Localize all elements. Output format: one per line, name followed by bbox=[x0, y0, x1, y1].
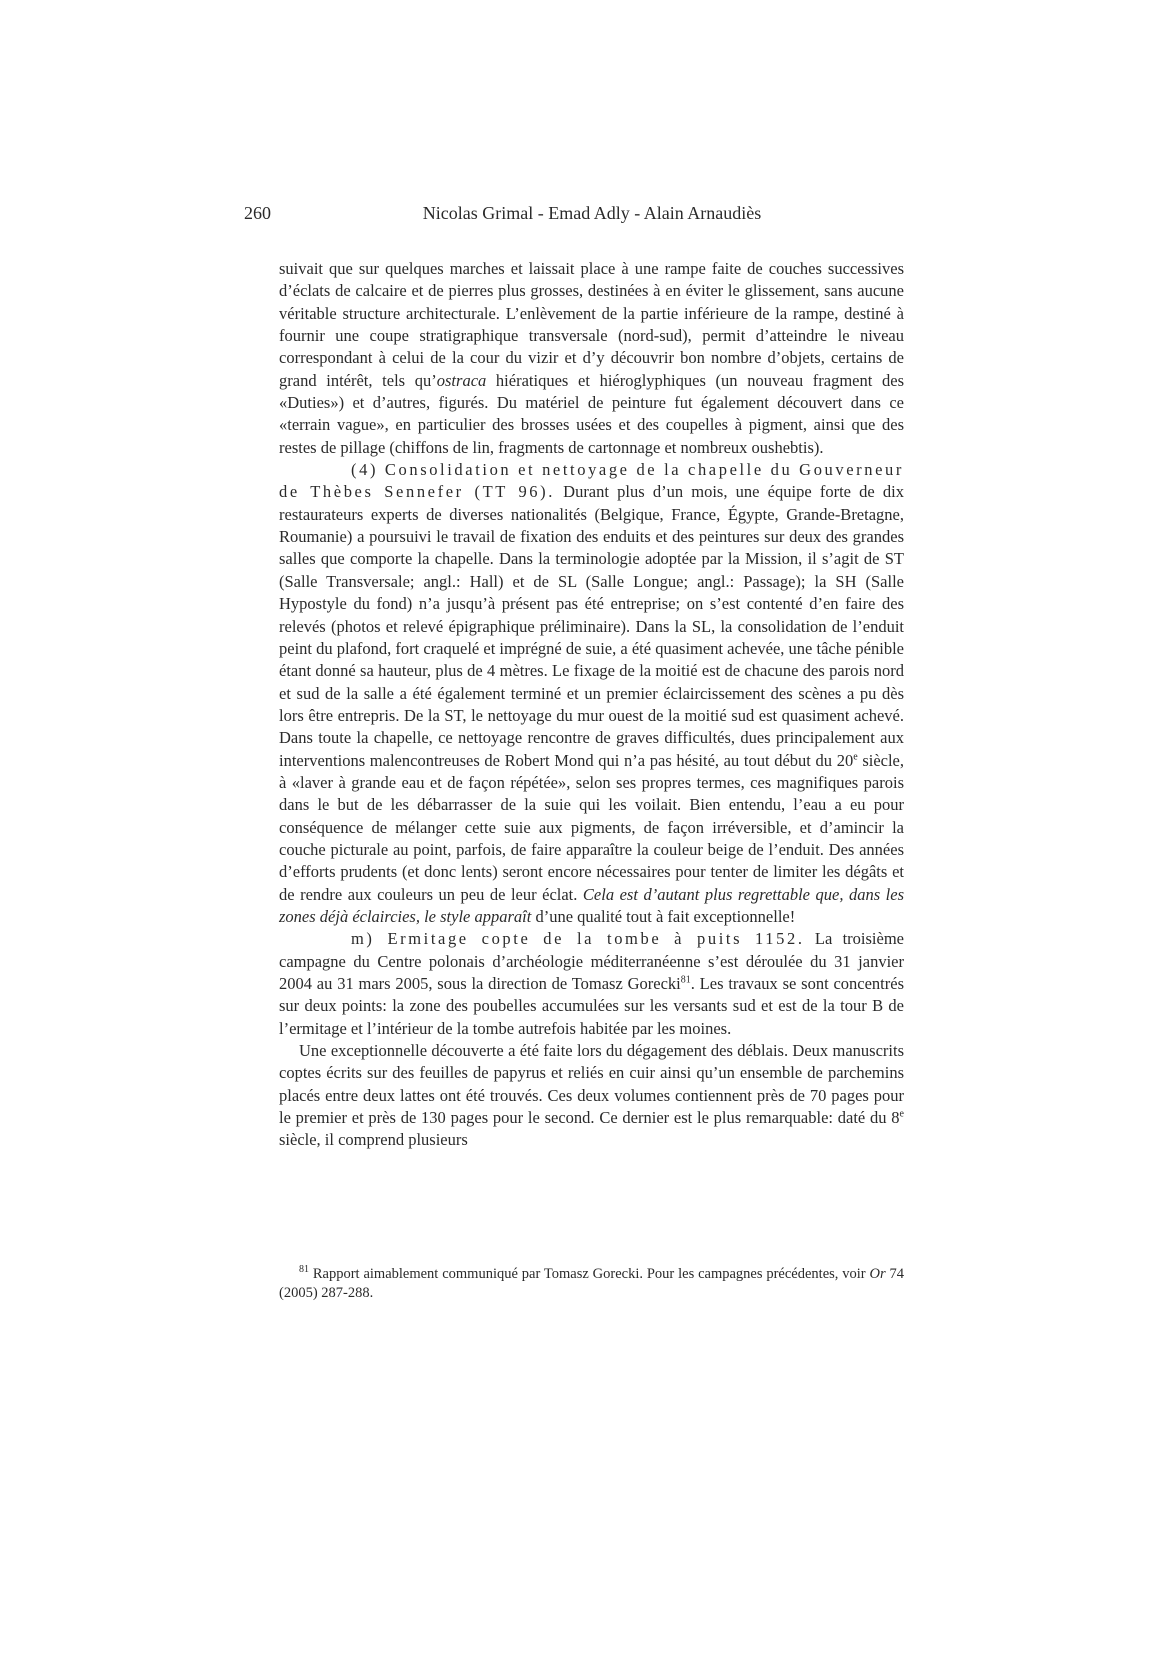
page-number: 260 bbox=[244, 203, 271, 223]
section-heading-ermitage: m) Ermitage copte de la tombe à puits 1152. bbox=[351, 929, 805, 949]
footnote-81: $^{81}$ Rapport aimablement communiqué par Tomasz Gorecki. Pour les campagnes précédentes, voir Or 74 (2005) 287-288. bbox=[279, 1264, 904, 1301]
body-text bbox=[279, 258, 904, 1152]
paragraph-rampe: suivait que sur quelques marches et laissait place à une rampe faite de couches successives d’éclats de calcaire et de pierres plus grosses, destinées à en éviter le glissement, sans aucune véritable structure architecturale. L’enlèvement de la partie inférieure de la rampe, destiné à fournir une coupe stratigraphique transversale (nord-sud), permit d’atteindre le niveau correspondant à celui de la cour du vizir et d’y découvrir bon nombre d’objets, certains de grand intérêt, tels qu’ostraca hiératiques et hiéroglyphiques (un nouveau fragment des «Duties») et d’autres, figurés. Du matériel de peinture fut également découvert dans ce «terrain vague», en particulier des brosses usées et des coupelles à pigment, ainsi que des restes de pillage (chiffons de lin, fragments de cartonnage et nombreux oushebtis). bbox=[279, 259, 904, 457]
paragraph-manuscrits: Une exceptionnelle découverte a été faite lors du dégagement des déblais. Deux manuscrits coptes écrits sur des feuilles de papyrus et reliés en cuir ainsi qu’un ensemble de parchemins placés entre deux lattes ont été trouvés. Ces deux volumes contiennent près de 70 pages pour le premier et près de 130 pages pour le second. Ce dernier est le plus remarquable: daté du 8e siècle, il comprend plusieurs bbox=[279, 1041, 904, 1150]
section-heading-sennefer: (4) Consolidation et nettoyage de la chapelle du Gouverneur de Thèbes Sennefer (TT 96). bbox=[279, 460, 904, 502]
footnotes bbox=[279, 1265, 904, 1303]
footnote-number: 81 bbox=[299, 1264, 309, 1276]
footnote-ref: 81 bbox=[680, 974, 691, 986]
running-head-authors: Nicolas Grimal - Emad Adly - Alain Arnaudiès bbox=[422, 203, 762, 223]
paragraph-sennefer: (4) Consolidation et nettoyage de la chapelle du Gouverneur de Thèbes Sennefer (TT 96). Durant plus d’un mois, une équipe forte de dix restaurateurs experts de diverses nationalités (Belgique, France, Égypte, Grande-Bretagne, Roumanie) a poursuivi le travail de fixation des enduits et des peintures sur deux des grandes salles que comporte la chapelle. Dans la terminologie adoptée par la Mission, il s’agit de ST (Salle Transversale; angl.: Hall) et de SL (Salle Longue; angl.: Passage); la SH (Salle Hypostyle du fond) n’a jusqu’à présent pas été entreprise; on s’est contenté d’en faire des relevés (photos et relevé épigraphique préliminaire). Dans la SL, la consolidation de l’enduit peint du plafond, fort craquelé et imprégné de suie, a été quasiment achevée, une tâche pénible étant donné sa hauteur, plus de 4 mètres. Le fixage de la moitié est de chacune des parois nord et sud de la salle a été également terminé et un premier éclaircissement des scènes a pu dès lors être entrepris. De la ST, le nettoyage du mur ouest de la moitié sud est quasiment achevé. Dans toute la chapelle, ce nettoyage rencontre de graves difficultés, dues principalement aux interventions malencontreuses de Robert Mond qui n’a pas hésité, au tout début du 20e siècle, à «laver à grande eau et de façon répétée», selon ses propres termes, ces magnifiques parois dans le but de les débarrasser de la suie qui les voilait. Bien entendu, l’eau a eu pour conséquence de mélanger cette suie aux pigments, de façon irréversible, et d’amincir la couche picturale au point, parfois, de faire apparaître la couleur beige de l’enduit. Des années d’efforts prudents (et donc lents) seront encore nécessaires pour tenter de limiter les dégâts et de rendre aux couleurs un peu de leur éclat. Cela est d’autant plus regrettable que, dans les zones déjà éclaircies, le style apparaît d’une qualité tout à fait exceptionnelle! bbox=[279, 460, 905, 926]
paragraph-ermitage: m) Ermitage copte de la tombe à puits 1152. La troisième campagne du Centre polonais d’archéologie méditerranéenne s’est déroulée du 31 janvier 2004 au 31 mars 2005, sous la direction de Tomasz Gorecki$^{81}$. Les travaux se sont concentrés sur deux points: la zone des poubelles accumulées sur les versants sud et est de la tour B de l’ermitage et l’intérieur de la tombe autrefois habitée par les moines. bbox=[279, 929, 905, 1038]
